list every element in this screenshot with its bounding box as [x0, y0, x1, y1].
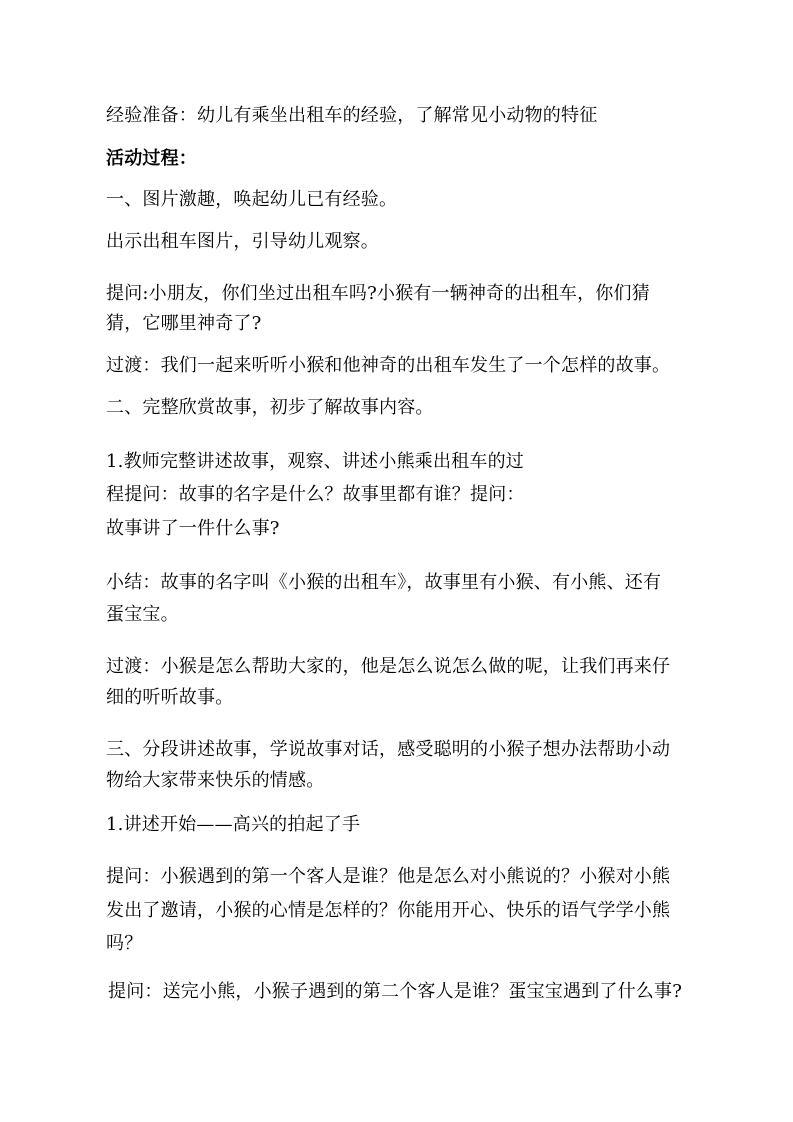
text-line-question-1b: 猜，它哪里神奇了?: [106, 313, 262, 334]
text-line-question-3: 提问：送完小熊，小猴子遇到的第二个客人是谁？蛋宝宝遇到了什么事?: [108, 981, 683, 1002]
text-line-teacher-narrate-a: 1.教师完整讲述故事，观察、讲述小熊乘出租车的过: [106, 451, 524, 472]
text-line-part-three-b: 物给大家带来快乐的情感。: [106, 770, 325, 791]
text-line-transition-1: 过渡：我们一起来听听小猴和他神奇的出租车发生了一个怎样的故事。: [106, 355, 671, 376]
text-line-narrate-start: 1.讲述开始——高兴的拍起了手: [106, 814, 361, 835]
text-line-part-two-heading: 二、完整欣赏故事，初步了解故事内容。: [106, 397, 434, 418]
text-line-show-picture: 出示出租车图片，引导幼儿观察。: [106, 231, 379, 252]
text-line-transition-2b: 细的听听故事。: [106, 687, 234, 708]
text-line-part-one-heading: 一、图片激趣，唤起幼儿已有经验。: [106, 189, 398, 210]
text-line-question-2a: 提问：小猴遇到的第一个客人是谁？他是怎么对小熊说的？小猴对小熊: [106, 866, 671, 887]
text-line-part-three-a: 三、分段讲述故事，学说故事对话，感受聪明的小猴子想办法帮助小动: [106, 739, 671, 760]
text-line-teacher-narrate-b: 程提问：故事的名字是什么？故事里都有谁？提问：: [106, 484, 525, 505]
text-line-question-2b: 发出了邀请，小猴的心情是怎样的？你能用开心、快乐的语气学学小熊: [106, 900, 671, 921]
text-line-summary-b: 蛋宝宝。: [106, 604, 179, 625]
text-line-question-1a: 提问:小朋友，你们坐过出租车吗?小猴有一辆神奇的出租车，你们猜: [106, 283, 650, 304]
text-line-question-2c: 吗？: [106, 933, 143, 954]
text-line-transition-2a: 过渡：小猴是怎么帮助大家的，他是怎么说怎么做的呢，让我们再来仔: [106, 656, 671, 677]
text-line-experience-prep: 经验准备：幼儿有乘坐出租车的经验，了解常见小动物的特征: [106, 105, 598, 126]
text-line-teacher-narrate-c: 故事讲了一件什么事?: [106, 518, 280, 539]
text-line-summary-a: 小结：故事的名字叫《小猴的出租车》，故事里有小猴、有小熊、还有: [106, 572, 662, 593]
section-heading-activity-process: 活动过程：: [106, 148, 197, 169]
